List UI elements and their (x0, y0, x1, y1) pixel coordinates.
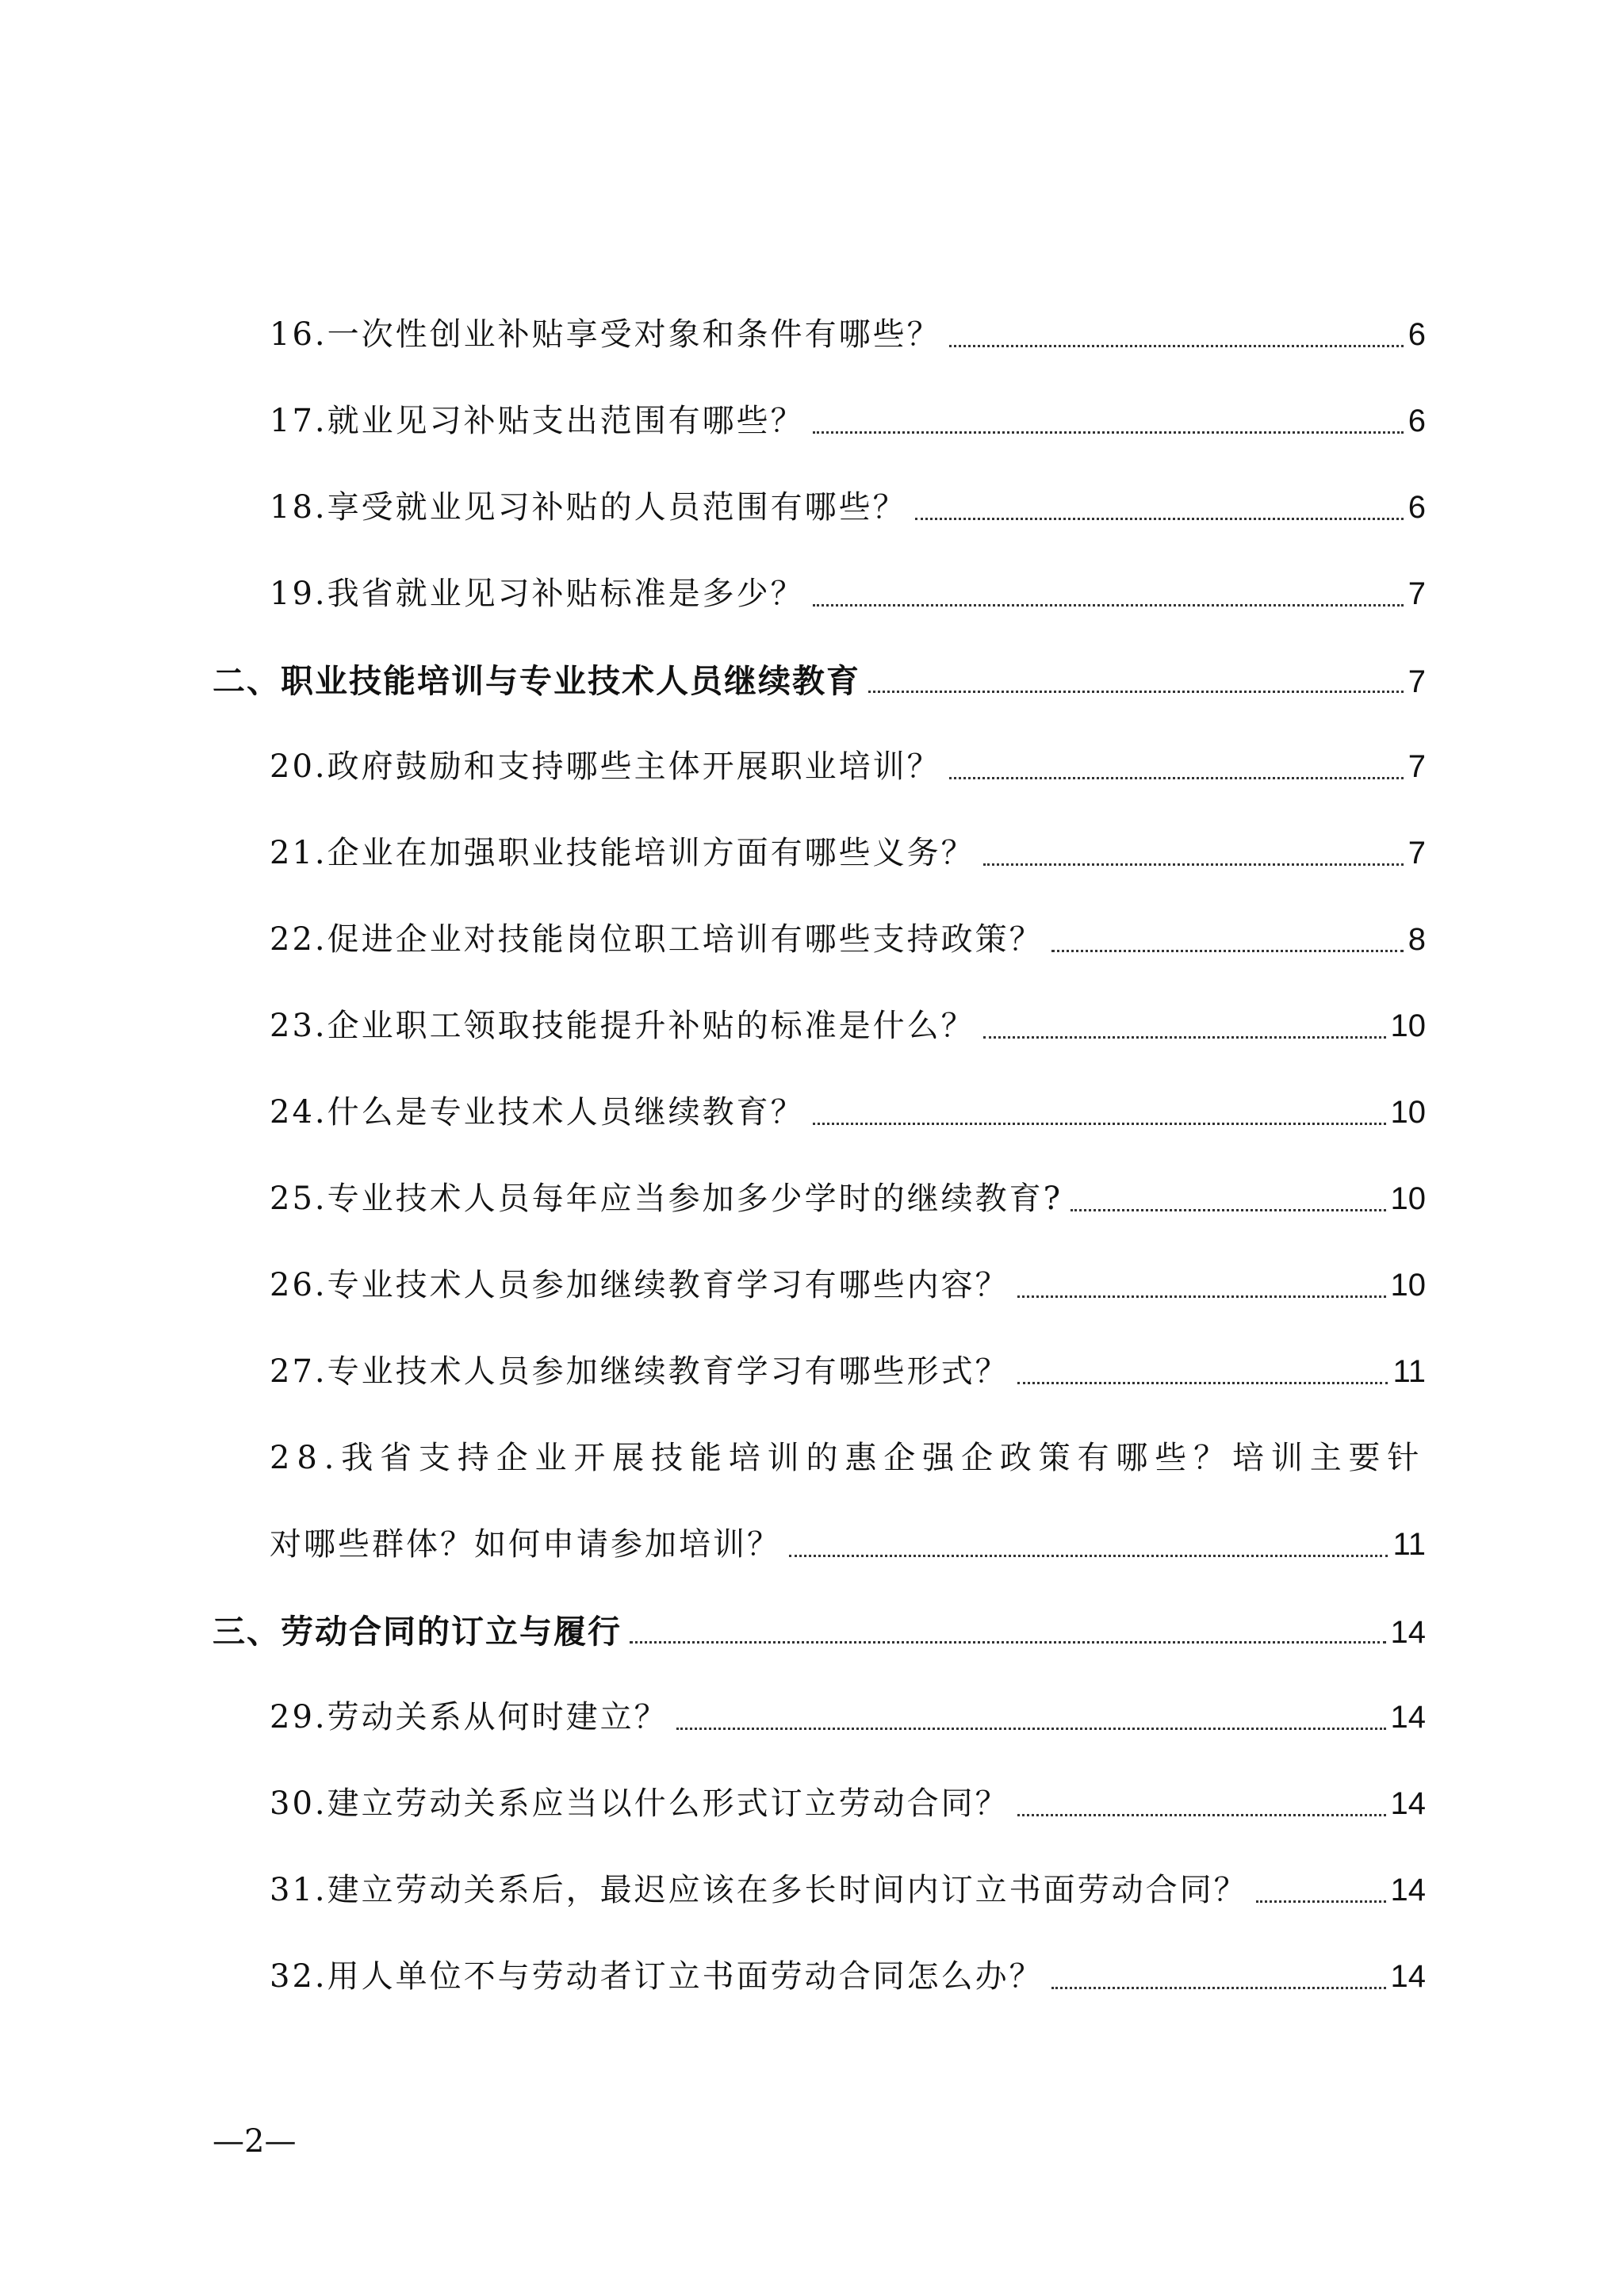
toc-dot-leader (813, 604, 1404, 607)
toc-dot-leader (1051, 1987, 1386, 1989)
toc-entry-title-char: 省 (380, 1440, 419, 1476)
toc-entry (270, 1865, 1426, 1912)
toc-dot-leader (983, 1036, 1386, 1039)
toc-entry-title: 二、职业技能培训与专业技术人员继续教育 (213, 662, 860, 700)
toc-entry-title-char: 些 (1155, 1440, 1193, 1476)
toc-entry (270, 1346, 1426, 1394)
toc-entry-title: 20.政府鼓励和支持哪些主体开展职业培训？ (270, 748, 941, 785)
toc-entry-title-char: 惠 (845, 1440, 883, 1476)
toc-dot-leader (983, 863, 1404, 866)
toc-dot-leader (813, 431, 1404, 434)
toc-entry-title-char: 我 (341, 1440, 380, 1476)
toc-entry (270, 914, 1426, 962)
toc-entry-title-char: 企 (960, 1440, 1000, 1476)
toc-dot-leader (1256, 1900, 1386, 1903)
toc-page-number: 14 (1390, 1873, 1426, 1908)
toc-page-number: 10 (1390, 1181, 1426, 1216)
toc-dot-leader (949, 345, 1404, 347)
toc-entry-title: 24.什么是专业技术人员继续教育？ (270, 1094, 805, 1131)
toc-entry-title: 32.用人单位不与劳动者订立书面劳动合同怎么办？ (270, 1958, 1044, 1995)
toc-entry (270, 309, 1426, 357)
toc-entry-title-char: 2 (270, 1440, 297, 1476)
toc-section-heading (213, 655, 1426, 702)
toc-entry (270, 1001, 1426, 1048)
toc-entry-title-char: 训 (1270, 1440, 1310, 1476)
toc-page-number: 14 (1390, 1700, 1426, 1735)
toc-page-number: 7 (1408, 749, 1426, 784)
toc-entry (270, 1260, 1426, 1307)
toc-entry-title: 19.我省就业见习补贴标准是多少？ (270, 576, 805, 612)
toc-entry-title-char: 针 (1387, 1440, 1426, 1476)
toc-page-number: 10 (1390, 1008, 1426, 1043)
toc-entry-title-char: 训 (767, 1440, 806, 1476)
toc-entry-title: 22.促进企业对技能岗位职工培训有哪些支持政策？ (270, 921, 1044, 958)
toc-entry-title: 三、劳动合同的订立与履行 (213, 1613, 622, 1651)
toc-entry-title-char: 业 (534, 1440, 573, 1476)
toc-dot-leader (915, 518, 1404, 520)
toc-entry (270, 1951, 1426, 1999)
toc-dot-leader (1051, 950, 1404, 952)
toc-dot-leader (789, 1555, 1388, 1557)
toc-dot-leader (1017, 1382, 1388, 1384)
toc-page-number: 14 (1390, 1959, 1426, 1994)
toc-dot-leader (1017, 1295, 1386, 1298)
toc-page-number: 8 (1408, 922, 1426, 957)
toc-entry-title-char: 哪 (1116, 1440, 1155, 1476)
toc-dot-leader (1017, 1814, 1386, 1816)
toc-entry-title-char: 开 (573, 1440, 612, 1476)
toc-entry-title: 16.一次性创业补贴享受对象和条件有哪些？ (270, 316, 941, 353)
toc-entry-title-char: 要 (1348, 1440, 1388, 1476)
toc-entry-title: 对哪些群体？如何申请参加培训？ (270, 1526, 781, 1563)
toc-entry-title: 31.建立劳动关系后，最迟应该在多长时间内订立书面劳动合同？ (270, 1872, 1248, 1908)
toc-entry (270, 1778, 1426, 1826)
toc-entry-title-char: 企 (496, 1440, 535, 1476)
toc-entry-title-char: 展 (612, 1440, 651, 1476)
toc-page-number: 6 (1408, 317, 1426, 352)
toc-entry-title: 30.建立劳动关系应当以什么形式订立劳动合同？ (270, 1785, 1009, 1822)
toc-entry (270, 1173, 1426, 1221)
toc-entry-title-char: 企 (883, 1440, 922, 1476)
toc-entry-title-char: 强 (922, 1440, 961, 1476)
toc-entry-title: 23.企业职工领取技能提升补贴的标准是什么？ (270, 1008, 975, 1044)
toc-entry-title: 21.企业在加强职业技能培训方面有哪些义务？ (270, 835, 975, 871)
toc-entry (270, 482, 1426, 530)
toc-entry (270, 1692, 1426, 1739)
toc-entry-title-char: 支 (418, 1440, 458, 1476)
toc-page-number: 6 (1408, 490, 1426, 525)
toc-entry (270, 741, 1426, 789)
toc-page-number: 11 (1392, 1527, 1426, 1562)
toc-entry-title-char: . (324, 1440, 341, 1476)
toc-entry-title-char: 8 (297, 1440, 324, 1476)
toc-entry-title: 18.享受就业见习补贴的人员范围有哪些？ (270, 489, 907, 526)
toc-section-heading (213, 1605, 1426, 1653)
toc-page-number: 7 (1408, 664, 1426, 699)
toc-entry (270, 828, 1426, 875)
toc-entry-title: 29.劳动关系从何时建立？ (270, 1699, 668, 1735)
toc-page-number: 7 (1408, 576, 1426, 611)
toc-dot-leader (630, 1641, 1386, 1644)
toc-entry-title: 26.专业技术人员参加继续教育学习有哪些内容？ (270, 1267, 1009, 1303)
toc-entry-title-char: 主 (1309, 1440, 1349, 1476)
toc-page-number: 11 (1392, 1354, 1426, 1389)
toc-entry-title-char: 培 (728, 1440, 768, 1476)
toc-entry-title-char: 能 (689, 1440, 729, 1476)
toc-dot-leader (949, 777, 1404, 779)
toc-dot-leader (1071, 1209, 1385, 1211)
toc-entry-title-char: 策 (1038, 1440, 1078, 1476)
toc-entry-title-char: 政 (999, 1440, 1039, 1476)
toc-entry-title: 25.专业技术人员每年应当参加多少学时的继续教育? (270, 1181, 1063, 1217)
toc-page-number: 7 (1408, 836, 1426, 871)
toc-entry (270, 1433, 1426, 1480)
toc-dot-leader (868, 691, 1404, 693)
toc-entry (270, 568, 1426, 616)
toc-page-number: 6 (1408, 404, 1426, 438)
toc-entry-title: 27.专业技术人员参加继续教育学习有哪些形式？ (270, 1353, 1009, 1390)
toc-page-number: 10 (1390, 1095, 1426, 1130)
toc-entry-title-char: 培 (1231, 1440, 1271, 1476)
toc-entry-title-char: 有 (1077, 1440, 1116, 1476)
toc-entry-title-char: 技 (651, 1440, 690, 1476)
toc-entry-title-char: 持 (457, 1440, 496, 1476)
toc-page-number: 14 (1390, 1786, 1426, 1821)
footer-page-number: —2— (213, 2123, 297, 2160)
toc-entry-title-char: 的 (806, 1440, 845, 1476)
toc-entry (270, 396, 1426, 443)
toc-entry (270, 1519, 1426, 1567)
toc-entry-title-char: ？ (1193, 1440, 1232, 1476)
toc-page-number: 10 (1390, 1268, 1426, 1303)
toc-dot-leader (813, 1123, 1386, 1125)
toc-dot-leader (676, 1728, 1386, 1730)
toc-entry (270, 1087, 1426, 1135)
toc-page-number: 14 (1390, 1615, 1426, 1650)
toc-entry-title: 17.就业见习补贴支出范围有哪些？ (270, 403, 805, 439)
